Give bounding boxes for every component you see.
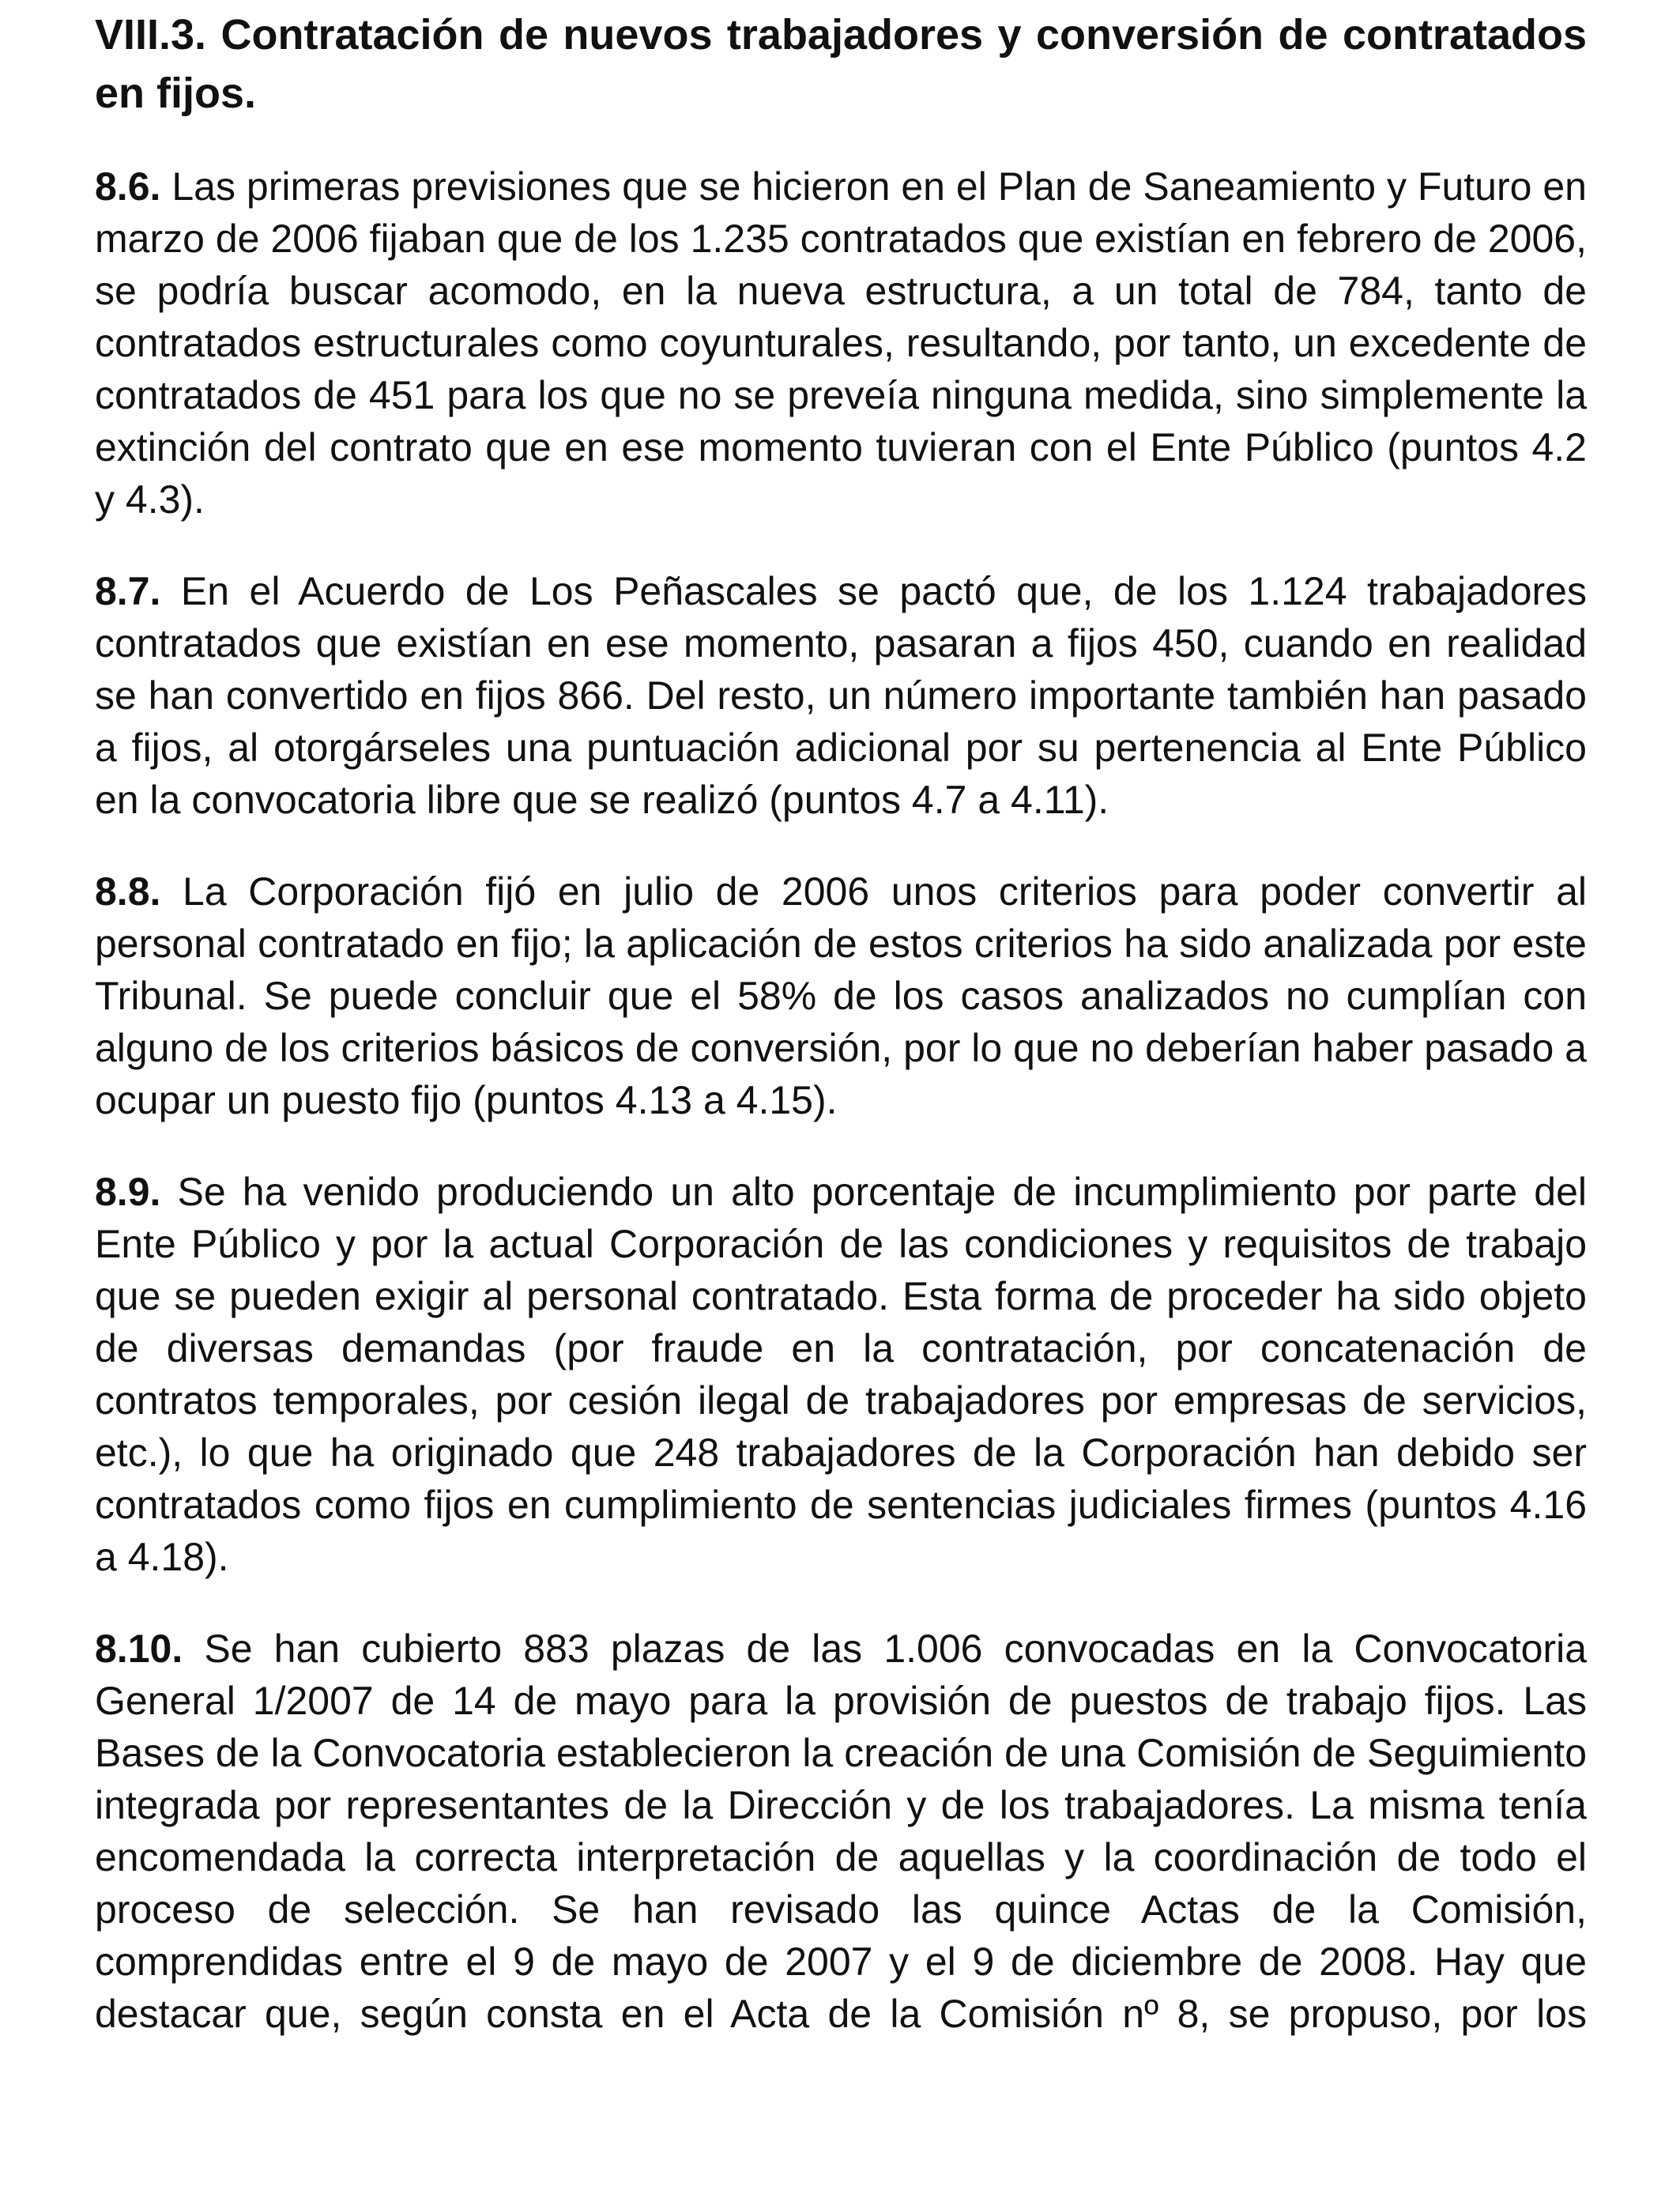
text-line-content: Se ha venido produciendo un alto porcentaje de incumplimiento por parte del xyxy=(177,1170,1587,1214)
paragraph-number: 8.9. xyxy=(95,1170,161,1214)
text-line: se han convertido en fijos 866. Del resto, un número importante también han pasado xyxy=(95,673,1587,718)
paragraph-number: 8.7. xyxy=(95,569,161,613)
text-line: encomendada la correcta interpretación de aquellas y la coordinación de todo el xyxy=(95,1835,1587,1879)
text-line: a 4.18). xyxy=(95,1535,229,1579)
text-line: de diversas demandas (por fraude en la contratación, por concatenación de xyxy=(95,1326,1587,1370)
text-line-content: La Corporación fijó en julio de 2006 unos criterios para poder convertir al xyxy=(183,869,1587,914)
text-line xyxy=(95,865,1587,918)
document-body xyxy=(95,6,1587,2079)
text-line: contratos temporales, por cesión ilegal de trabajadores por empresas de servicios, xyxy=(95,1378,1587,1423)
text-line-content: Se han cubierto 883 plazas de las 1.006 convocadas en la Convocatoria xyxy=(204,1627,1587,1671)
text-line: se podría buscar acomodo, en la nueva estructura, a un total de 784, tanto de xyxy=(95,269,1587,313)
text-line-content: En el Acuerdo de Los Peñascales se pactó que, de los 1.124 trabajadores xyxy=(180,569,1587,613)
paragraph-8-7 xyxy=(95,565,1587,826)
text-line: contratados como fijos en cumplimiento de sentencias judiciales firmes (puntos 4.16 xyxy=(95,1483,1587,1527)
text-line: marzo de 2006 fijaban que de los 1.235 contratados que existían en febrero de 2006, xyxy=(95,217,1587,261)
paragraph-number: 8.10. xyxy=(95,1627,183,1671)
text-line: contratados estructurales como coyunturales, resultando, por tanto, un excedente de xyxy=(95,321,1587,365)
paragraph-8-10 xyxy=(95,1623,1587,2040)
text-line: etc.), lo que ha originado que 248 trabajadores de la Corporación han debido ser xyxy=(95,1431,1587,1475)
text-line: Tribunal. Se puede concluir que el 58% de los casos analizados no cumplían con xyxy=(95,974,1587,1018)
section-title xyxy=(95,6,1587,123)
text-line: en la convocatoria libre que se realizó (puntos 4.7 a 4.11). xyxy=(95,778,1109,822)
text-line: alguno de los criterios básicos de conversión, por lo que no deberían haber pasado a xyxy=(95,1026,1587,1070)
text-line: proceso de selección. Se han revisado las quince Actas de la Comisión, xyxy=(95,1887,1587,1932)
paragraph-8-6 xyxy=(95,160,1587,526)
text-line-content: Las primeras previsiones que se hicieron en el Plan de Saneamiento y Futuro en xyxy=(171,164,1587,209)
text-line xyxy=(95,1623,1587,1675)
text-line: Ente Público y por la actual Corporación de las condiciones y requisitos de trabajo xyxy=(95,1222,1587,1266)
text-line: ocupar un puesto fijo (puntos 4.13 a 4.15). xyxy=(95,1078,838,1122)
text-line: General 1/2007 de 14 de mayo para la provisión de puestos de trabajo fijos. Las xyxy=(95,1679,1587,1723)
text-line: que se pueden exigir al personal contratado. Esta forma de proceder ha sido objeto xyxy=(95,1274,1587,1318)
section-title-line: VIII.3. Contratación de nuevos trabajadores y conversión de contratados xyxy=(95,11,1587,58)
text-line: y 4.3). xyxy=(95,477,205,522)
paragraph-8-8 xyxy=(95,865,1587,1126)
text-line: destacar que, según consta en el Acta de la Comisión nº 8, se propuso, por los xyxy=(95,1992,1587,2036)
text-line: contratados de 451 para los que no se preveía ninguna medida, sino simplemente la xyxy=(95,373,1587,417)
text-line: comprendidas entre el 9 de mayo de 2007 y el 9 de diciembre de 2008. Hay que xyxy=(95,1940,1587,1984)
text-line: personal contratado en fijo; la aplicación de estos criterios ha sido analizada por este xyxy=(95,922,1587,966)
text-line: extinción del contrato que en ese momento tuvieran con el Ente Público (puntos 4.2 xyxy=(95,425,1587,469)
paragraph-8-9 xyxy=(95,1166,1587,1583)
text-line: Bases de la Convocatoria establecieron la creación de una Comisión de Seguimiento xyxy=(95,1731,1587,1775)
text-line: contratados que existían en ese momento, pasaran a fijos 450, cuando en realidad xyxy=(95,621,1587,665)
text-line xyxy=(95,1166,1587,1218)
text-line: integrada por representantes de la Dirección y de los trabajadores. La misma tenía xyxy=(95,1783,1587,1827)
paragraph-number: 8.6. xyxy=(95,164,161,209)
text-line: a fijos, al otorgárseles una puntuación adicional por su pertenencia al Ente Público xyxy=(95,726,1587,770)
paragraph-number: 8.8. xyxy=(95,869,161,914)
section-title-line: en fijos. xyxy=(95,70,257,117)
text-line xyxy=(95,160,1587,213)
text-line xyxy=(95,565,1587,617)
